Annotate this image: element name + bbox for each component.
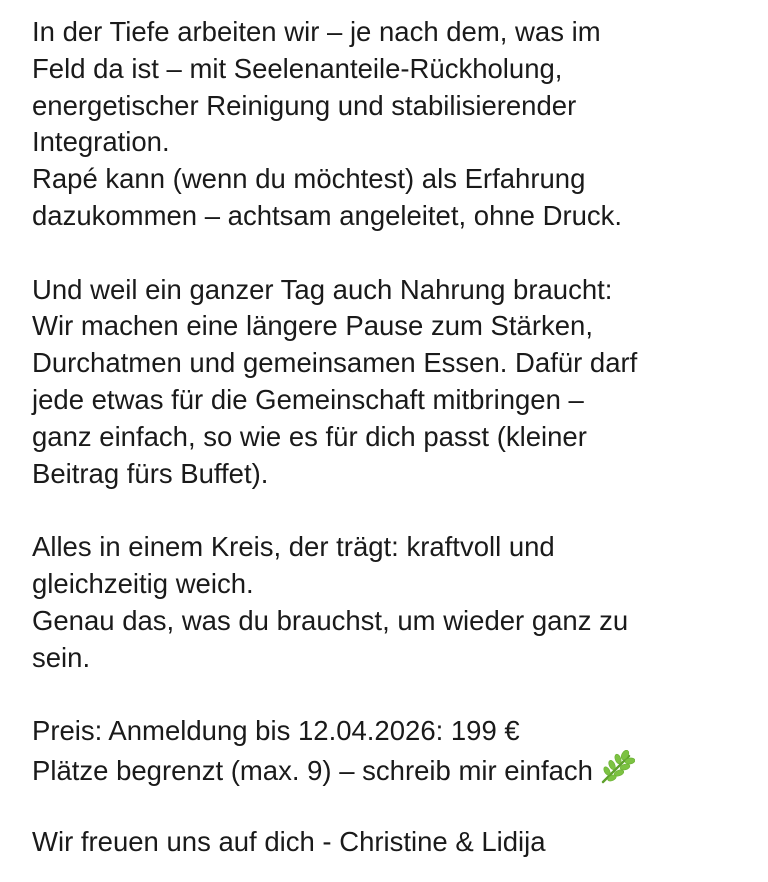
herb-icon [599,750,635,794]
text-line: Beitrag fürs Buffet). [32,457,269,489]
paragraph-gap [32,492,752,529]
text-line: Alles in einem Kreis, der trägt: kraftvoll und [32,531,555,563]
text-line: Rapé kann (wenn du möchtest) als Erfahrung [32,163,586,195]
price-line: Preis: Anmeldung bis 12.04.2026: 199 € [32,715,520,747]
text-line: gleichzeitig weich. [32,567,254,599]
paragraph-gap [32,235,752,272]
text-line: Integration. [32,126,170,158]
text-line: Feld da ist – mit Seelenanteile-Rückholung, [32,52,563,84]
text-line: Durchatmen und gemeinsamen Essen. Dafür darf [32,347,638,379]
text-line: Und weil ein ganzer Tag auch Nahrung braucht: [32,273,613,305]
seats-line: Plätze begrenzt (max. 9) – schreib mir einfach [32,754,593,786]
text-line: jede etwas für die Gemeinschaft mitbringen – [32,383,584,415]
text-line: energetischer Reinigung und stabilisierender [32,89,577,121]
signature-line: Wir freuen uns auf dich - Christine & Lidija [32,825,546,857]
message-text [32,14,752,860]
seats-line-wrapper [32,750,752,787]
paragraph-gap [32,787,752,824]
text-line: ganz einfach, so wie es für dich passt (kleiner [32,420,587,452]
text-line: sein. [32,641,91,673]
text-line: Wir machen eine längere Pause zum Stärken, [32,310,593,342]
text-line: In der Tiefe arbeiten wir – je nach dem, was im [32,16,601,47]
text-line: dazukommen – achtsam angeleitet, ohne Druck. [32,199,623,231]
paragraph-gap [32,676,752,713]
text-line: Genau das, was du brauchst, um wieder ganz zu [32,604,629,636]
